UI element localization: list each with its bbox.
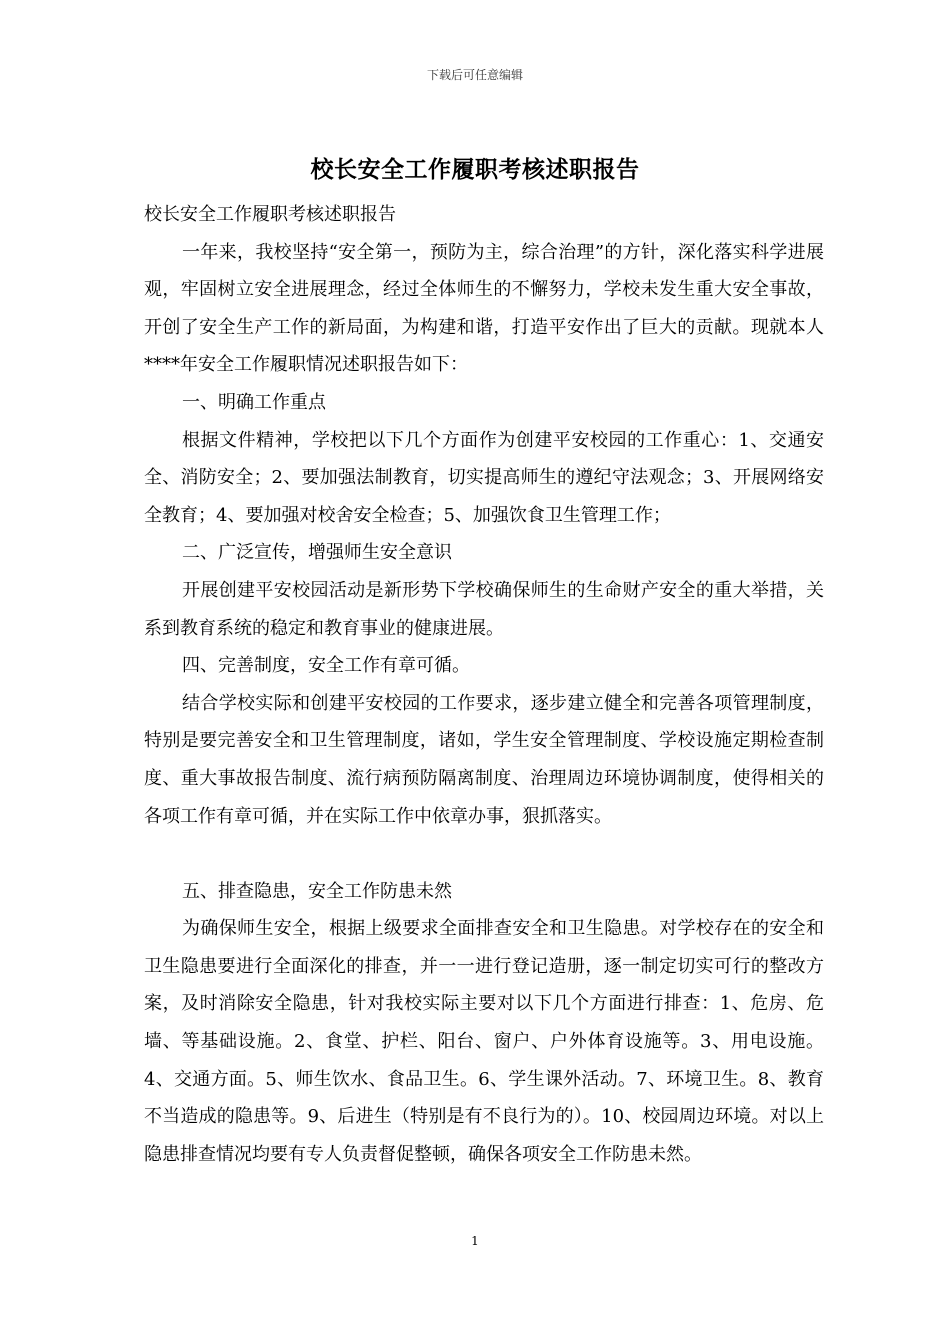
document-title: 校长安全工作履职考核述职报告 (310, 156, 640, 183)
paragraph-work-focus: 根据文件精神，学校把以下几个方面作为创建平安校园的工作重心：1、交通安全、消防安全；2、要加强法制教育，切实提高师生的遵纪守法观念；3、开展网络安全教育；4、要加强对校舍安全检查；5、加强饮食卫生管理工作； (144, 429, 824, 526)
paragraph-hazard-check: 为确保师生安全，根据上级要求全面排查安全和卫生隐患。对学校存在的安全和卫生隐患要进行全面深化的排查，并一一进行登记造册，逐一制定切实可行的整改方案，及时消除安全隐患，针对我校实际主要对以下几个方面进行排查：1、危房、危墙、等基础设施。2、食堂、护栏、阳台、窗户、户外体育设施等。3、用电设施。4、交通方面。5、师生饮水、食品卫生。6、学生课外活动。7、环境卫生。8、教育不当造成的隐患等。9、后进生（特别是有不良行为的）。10、校园周边环境。对以上隐患排查情况均要有专人负责督促整顿，确保各项安全工作防患未然。 (144, 918, 824, 1165)
paragraph-systems: 结合学校实际和创建平安校园的工作要求，逐步建立健全和完善各项管理制度，特别是要完善安全和卫生管理制度，诸如，学生安全管理制度、学校设施定期检查制度、重大事故报告制度、流行病预防隔离制度、治理周边环境协调制度，使得相关的各项工作有章可循，并在实际工作中依章办事，狠抓落实。 (144, 692, 824, 827)
section-heading-5: 五、排查隐患，安全工作防患未然 (182, 880, 452, 902)
section-heading-4: 四、完善制度，安全工作有章可循。 (182, 655, 470, 677)
section-heading-1: 一、明确工作重点 (182, 391, 326, 413)
blank-line (144, 835, 824, 873)
document-body (144, 196, 824, 1173)
header-note: 下载后可任意编辑 (426, 68, 523, 82)
paragraph-publicity: 开展创建平安校园活动是新形势下学校确保师生的生命财产安全的重大举措，关系到教育系统的稳定和教育事业的健康进展。 (144, 579, 824, 639)
section-heading-2: 二、广泛宣传，增强师生安全意识 (182, 542, 452, 564)
page-number: 1 (471, 1234, 479, 1248)
subtitle-line: 校长安全工作履职考核述职报告 (144, 204, 396, 225)
paragraph-intro: 一年来，我校坚持“安全第一，预防为主，综合治理”的方针，深化落实科学进展观，牢固树立安全进展理念，经过全体师生的不懈努力，学校未发生重大安全事故，开创了安全生产工作的新局面，为构建和谐，打造平安作出了巨大的贡献。现就本人****年安全工作履职情况述职报告如下： (144, 241, 824, 376)
